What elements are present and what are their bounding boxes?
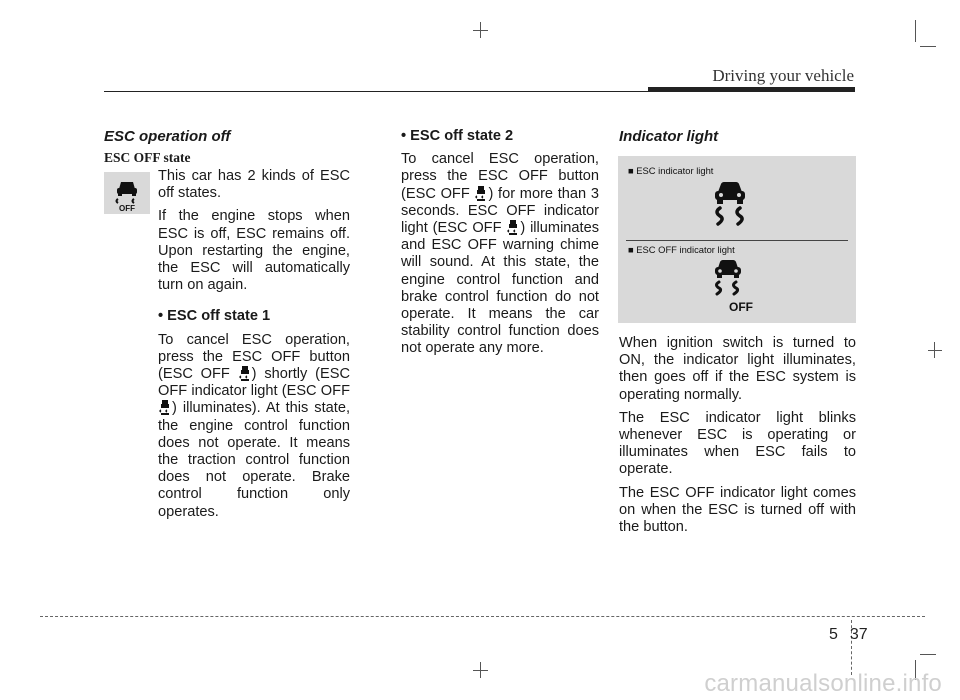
crop-mark (473, 670, 488, 671)
crop-mark (920, 46, 936, 47)
watermark: carmanualsonline.info (704, 670, 942, 697)
crop-mark (920, 654, 936, 655)
esc-indicator-label: ■ ESC indicator light (628, 165, 714, 176)
esc-off-inline-icon (158, 400, 172, 415)
page-index: 37 (849, 626, 868, 643)
panel-divider (626, 240, 848, 241)
section-title-esc-off: ESC operation off (104, 128, 231, 145)
left-column (158, 168, 350, 527)
page-number (829, 626, 868, 644)
chapter-number: 5 (829, 626, 838, 643)
svg-text:OFF: OFF (729, 300, 753, 312)
esc-off-indicator-icon (710, 260, 756, 312)
svg-text:OFF: OFF (119, 204, 135, 213)
crop-mark (473, 30, 488, 31)
footer-rule (40, 616, 925, 617)
car-skid-icon (104, 172, 150, 214)
paragraph: This car has 2 kinds of ESC off states. (158, 168, 350, 202)
section-title-indicator-light: Indicator light (619, 128, 719, 145)
subtitle-esc-off-state: ESC OFF state (104, 150, 191, 165)
running-header: Driving your vehicle (712, 66, 854, 85)
paragraph: The ESC indicator light blinks whenever ESC is operating or illuminates when ESC fails to operate. (619, 409, 856, 478)
middle-column (401, 128, 599, 364)
bullet-heading: • ESC off state 2 (401, 128, 514, 144)
header-rule (104, 91, 650, 92)
paragraph: To cancel ESC operation, press the ESC OFF button (ESC OFF ) shortly (ESC OFF indicator light (ESC OFF ) illuminates). At this state, the engine control function does not operate. It means the traction control function does not operate. Brake control function only operates. (158, 331, 350, 520)
bullet-heading: • ESC off state 1 (158, 308, 271, 325)
paragraph: If the engine stops when ESC is off, ESC remains off. Upon restarting the engine, the ESC will automatically turn on again. (158, 208, 350, 294)
esc-off-button-icon (104, 172, 150, 214)
header-bar (648, 87, 855, 92)
paragraph: When ignition switch is turned to ON, the indicator light illuminates, then goes off if the ESC system is operating normally. (619, 335, 856, 403)
paragraph: To cancel ESC operation, press the ESC OFF button (ESC OFF ) for more than 3 seconds. ESC OFF indicator light (ESC OFF ) illuminates and ESC OFF warning chime will sound. At this state, the engine control function and brake control function do not operate. It means the car stability control function does not operate any more. (401, 151, 600, 357)
crop-mark (928, 350, 942, 351)
paragraph: The ESC OFF indicator light comes on when the ESC is turned off with the button. (619, 484, 856, 536)
crop-mark (915, 20, 916, 42)
indicator-light-panel (618, 156, 856, 323)
esc-off-inline-icon (506, 220, 520, 235)
esc-off-inline-icon (238, 366, 252, 381)
esc-off-indicator-label: ■ ESC OFF indicator light (628, 244, 735, 255)
right-column (619, 335, 856, 542)
esc-indicator-icon (710, 182, 750, 226)
esc-off-inline-icon (474, 186, 488, 201)
